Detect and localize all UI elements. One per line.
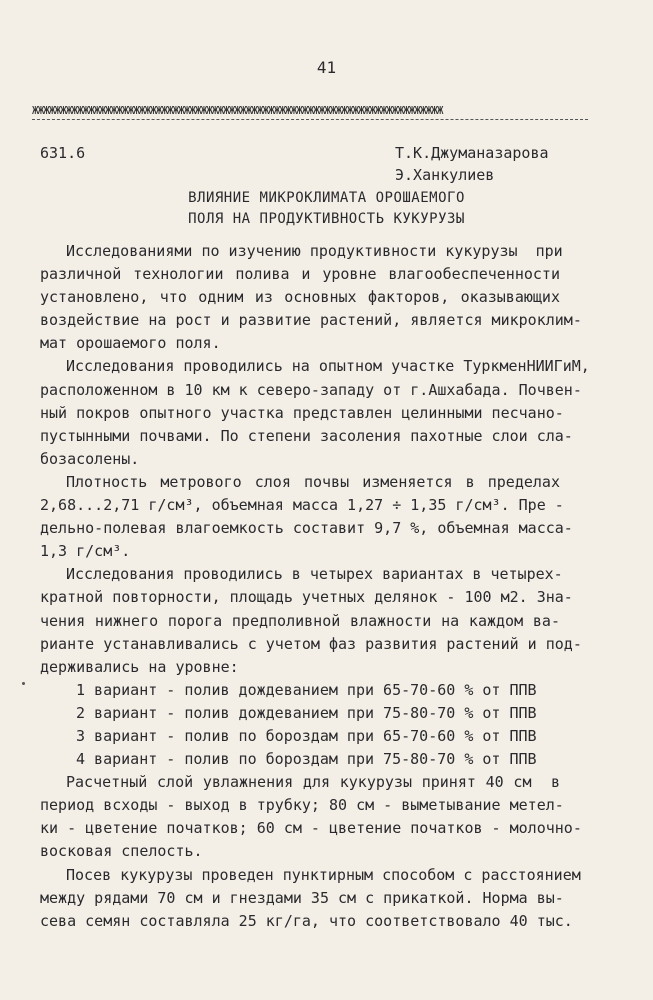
body-text-line: установлено, что одним из основных факторов, оказывающих [40,288,560,307]
body-text-line: 2,68...2,71 г/см³, объемная масса 1,27 ÷ 1,35 г/см³. Пре - [40,496,564,515]
author-name: Т.К.Джуманазарова [395,144,549,162]
variant-list-item: 3 вариант - полив по бороздам при 65-70-60 % от ППВ [76,726,537,745]
body-text-line: Плотность метрового слоя почвы изменяется в пределах [66,472,560,491]
body-text-line: Исследованиями по изучению продуктивности кукурузы при [66,242,563,260]
body-text-line: период всходы - выход в трубку; 80 см - выметывание метел- [40,796,564,815]
body-text-line: пустынными почвами. По степени засоления пахотные слои сла- [40,426,573,445]
body-text-line: Исследования проводились в четырех вариантах в четырех- [66,565,563,584]
article-body [40,240,590,933]
body-text-line: чения нижнего порога предполивной влажности на каждом ва- [40,611,560,630]
body-text-line: различной технологии полива и уровне влагообеспеченности [40,265,560,284]
body-text-line: ный покров опытного участка представлен целинными песчано- [40,403,564,422]
body-text-line: между рядами 70 см и гнездами 35 см с прикаткой. Норма вы- [40,888,564,907]
body-text-line: восковая спелость. [40,842,203,861]
body-text-line: рианте устанавливались с учетом фаз развития растений и под- [40,634,582,653]
paper-speck [22,682,25,685]
body-text-line: бозасолены. [40,449,140,468]
article-title-line: ВЛИЯНИЕ МИКРОКЛИМАТА ОРОШАЕМОГО [188,190,465,206]
body-text-line: держивались на уровне: [40,657,239,676]
body-text-line: Исследования проводились на опытном участке ТуркменНИИГиМ, [66,357,590,376]
variant-list-item: 2 вариант - полив дождеванием при 75-80-70 % от ППВ [76,703,537,722]
decorative-rule: ЖЖЖЖЖЖЖЖЖЖЖЖЖЖЖЖЖЖЖЖЖЖЖЖЖЖЖЖЖЖЖЖЖЖЖЖЖЖЖЖЖЖЖЖЖЖЖЖЖЖЖЖЖЖЖЖЖЖЖЖЖЖЖЖЖЖЖЖЖЖЖЖЖ [32,104,443,117]
body-text-line: дельно-полевая влагоемкость составит 9,7 %, объемная масса- [40,519,573,538]
body-text-line: ки - цветение початков; 60 см - цветение початков - молочно- [40,819,582,838]
body-text-line: Посев кукурузы проведен пунктирным способом с расстоянием [66,865,581,884]
variant-list-item: 4 вариант - полив по бороздам при 75-80-70 % от ППВ [76,750,537,769]
variant-list-item: 1 вариант - полив дождеванием при 65-70-60 % от ППВ [76,680,537,699]
body-text-line: кратной повторности, площадь учетных делянок - 100 м2. Зна- [40,588,573,607]
udc-code: 631.6 [40,144,86,162]
article-title-line: ПОЛЯ НА ПРОДУКТИВНОСТЬ КУКУРУЗЫ [188,211,465,227]
body-text-line: мат орошаемого поля. [40,334,221,353]
body-text-line: 1,3 г/см³. [40,542,131,561]
dashed-divider [32,119,588,128]
body-text-line: сева семян составляла 25 кг/га, что соответствовало 40 тыс. [40,911,573,930]
page-number: 41 [316,58,337,77]
body-text-line: воздействие на рост и развитие растений, является микроклим- [40,311,582,330]
body-text-line: Расчетный слой увлажнения для кукурузы принят 40 см в [66,773,560,792]
author-name: Э.Ханкулиев [395,166,495,184]
body-text-line: расположенном в 10 км к северо-западу от г.Ашхабада. Почвен- [40,380,582,399]
